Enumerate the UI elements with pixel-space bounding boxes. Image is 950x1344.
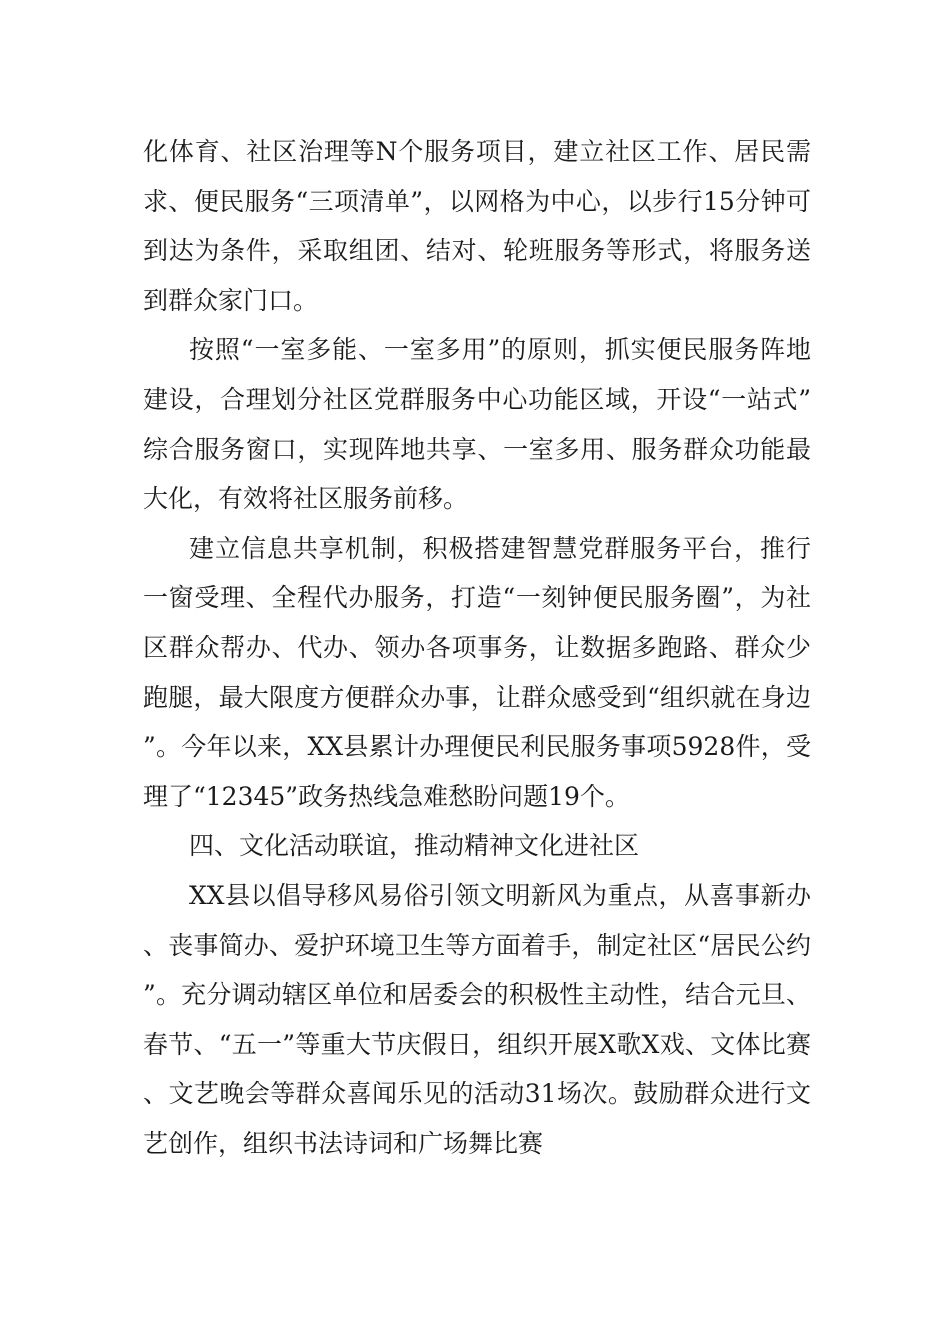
paragraph-continuation: 化体育、社区治理等N个服务项目，建立社区工作、居民需求、便民服务“三项清单”，以网格为中心，以步行15分钟可到达为条件，采取组团、结对、轮班服务等形式，将服务送到群众家门口。 [143, 137, 811, 315]
section-heading-culture: 四、文化活动联谊，推动精神文化进社区 [189, 831, 640, 861]
paragraph-culture-activities: XX县以倡导移风易俗引领文明新风为重点，从喜事新办、丧事简办、爱护环境卫生等方面着手，制定社区“居民公约”。充分调动辖区单位和居委会的积极性主动性，结合元旦、春节、“五一”等重大节庆假日，组织开展X歌X戏、文体比赛、文艺晚会等群众喜闻乐见的活动31场次。鼓励群众进行文艺创作，组织书法诗词和广场舞比赛 [143, 880, 811, 1158]
paragraph-info-sharing: 建立信息共享机制，积极搭建智慧党群服务平台，推行一窗受理、全程代办服务，打造“一刻钟便民服务圈”，为社区群众帮办、代办、领办各项事务，让数据多跑路、群众少跑腿，最大限度方便群众办事，让群众感受到“组织就在身边”。今年以来，XX县累计办理便民利民服务事项5928件，受理了“12345”政务热线急难愁盼问题19个。 [143, 533, 811, 811]
document-body [143, 127, 811, 1168]
paragraph-service-venue: 按照“一室多能、一室多用”的原则，抓实便民服务阵地建设，合理划分社区党群服务中心功能区域，开设“一站式”综合服务窗口，实现阵地共享、一室多用、服务群众功能最大化，有效将社区服务前移。 [143, 335, 811, 514]
